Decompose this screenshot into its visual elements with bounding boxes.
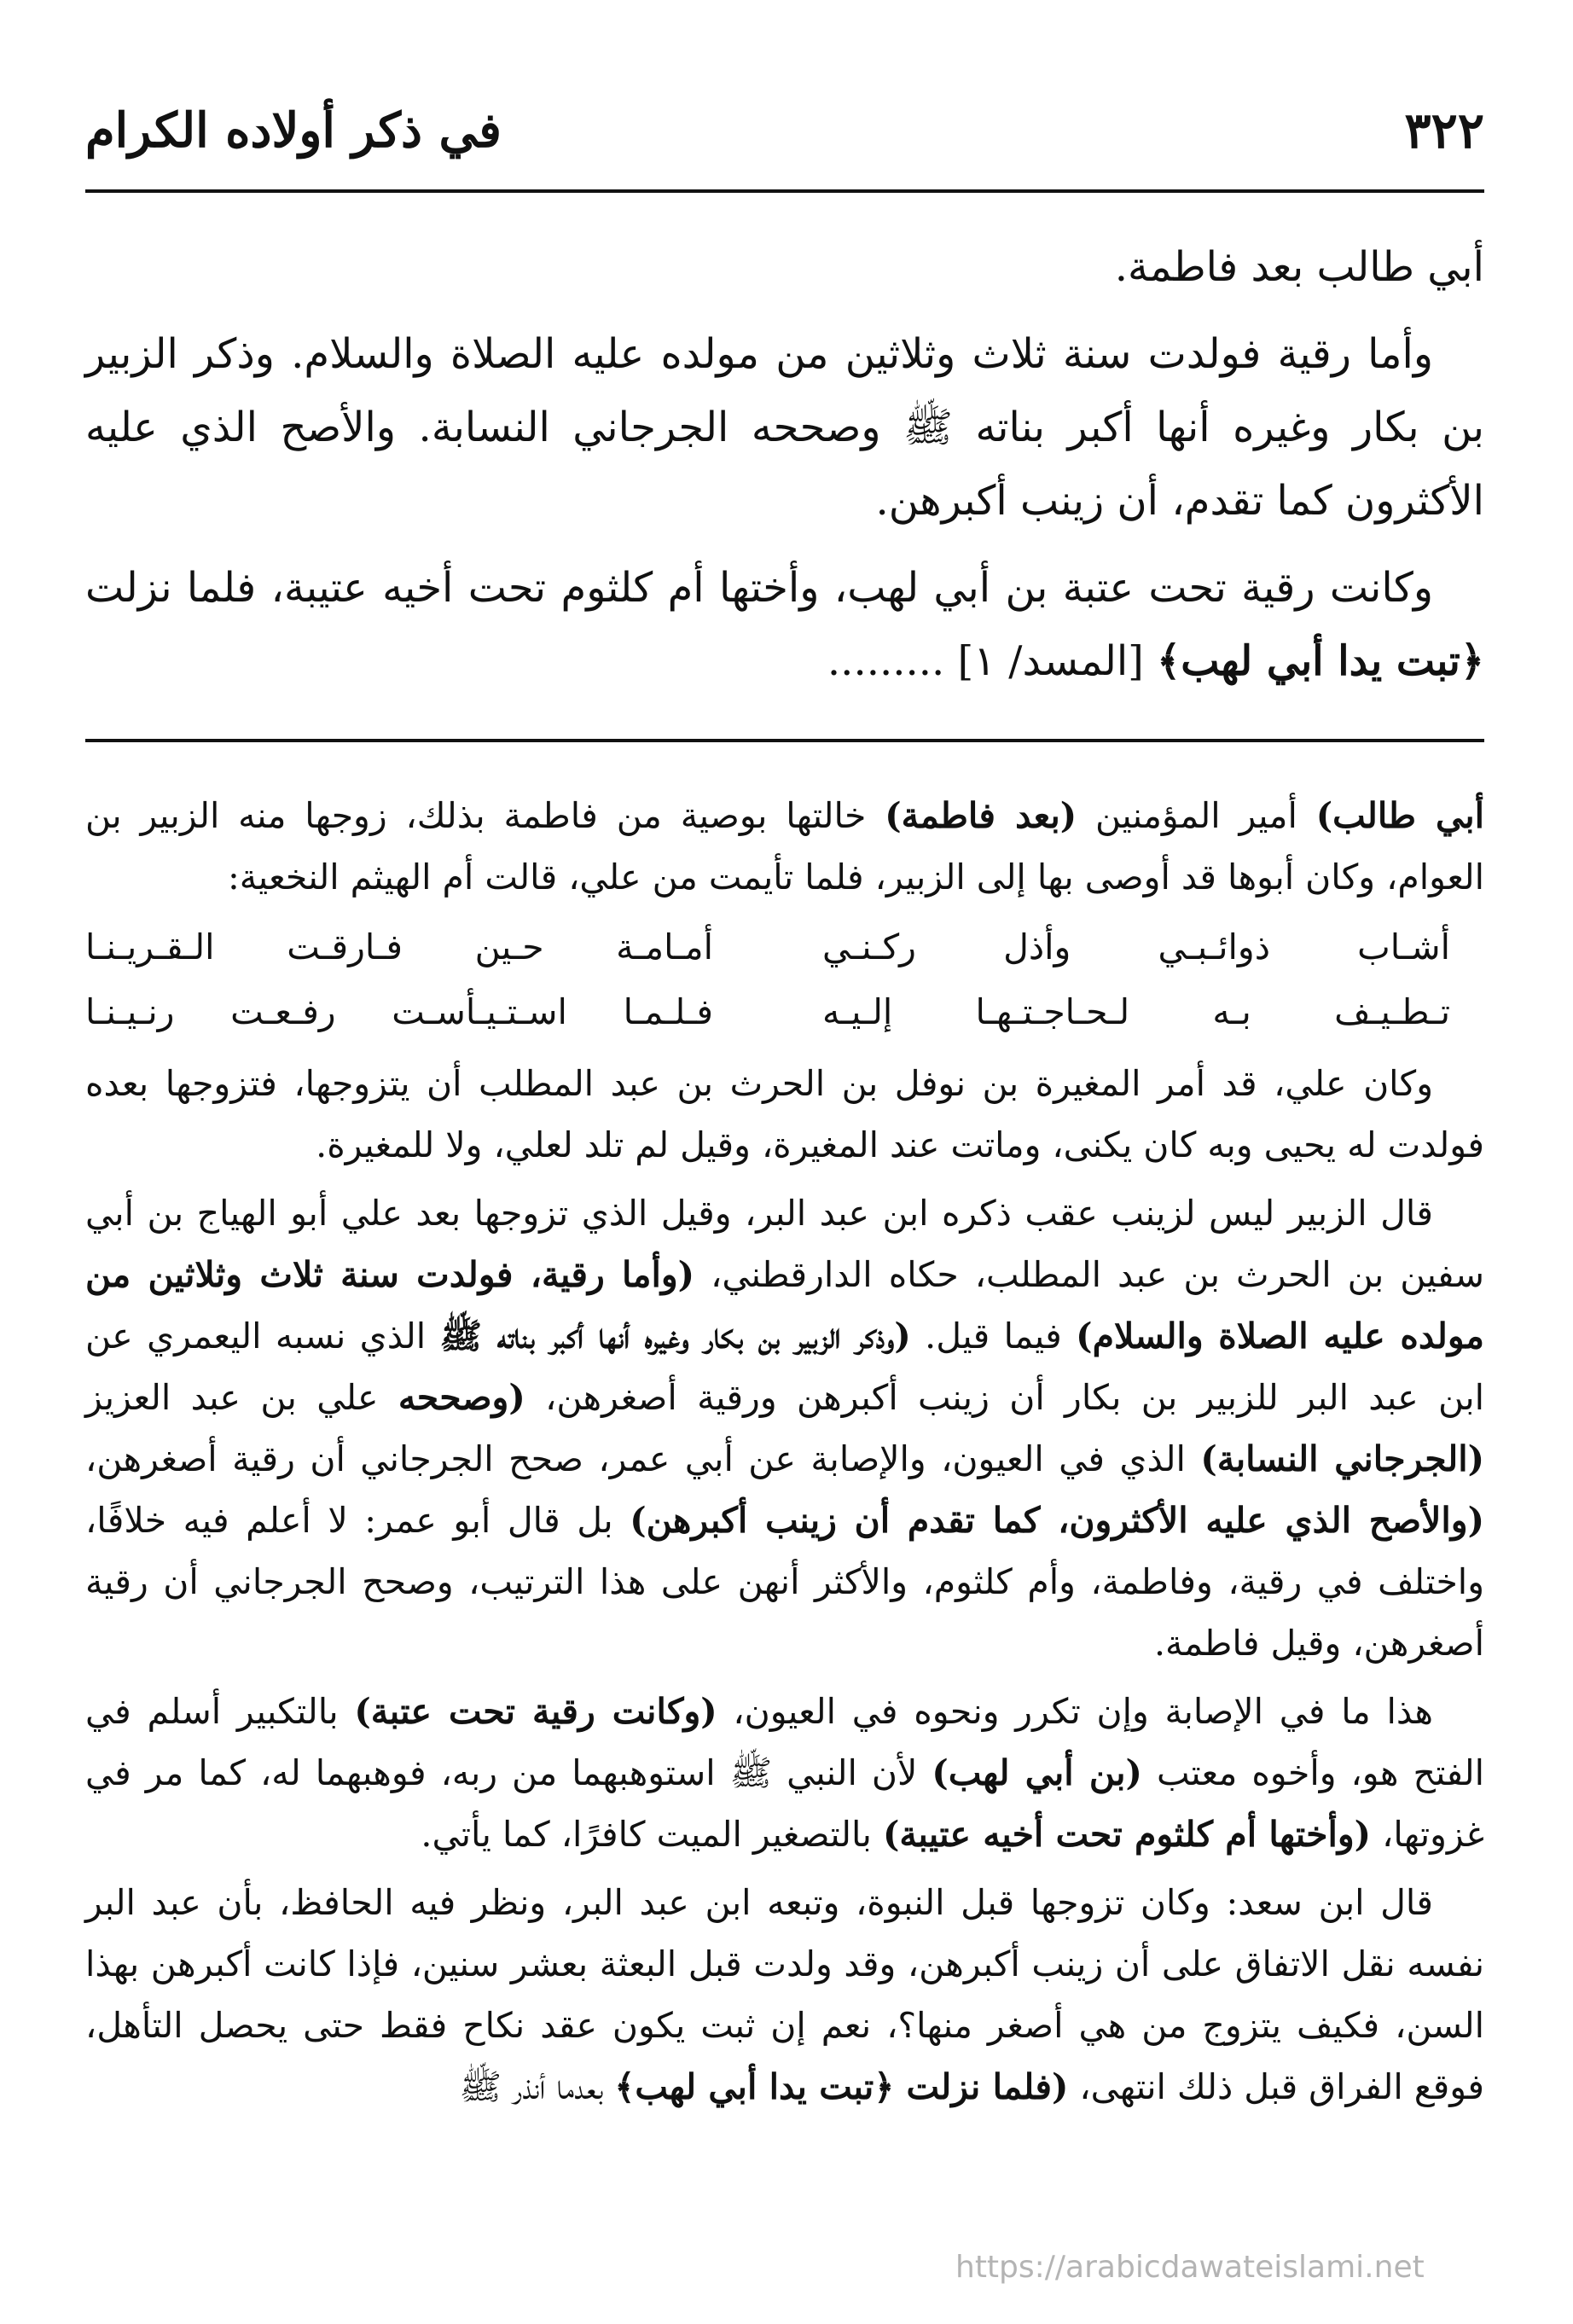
bold-quote-run: (وأما رقية، فولدت سنة ثلاث وثلاثين من مولده عليه الصلاة والسلام): [85, 1254, 1484, 1357]
commentary-paragraph-2: [85, 1053, 1484, 1176]
text-run: قال ابن سعد: وكان تزوجها قبل النبوة، وتبعه ابن عبد البر، ونظر فيه الحافظ، بأن عبد البر نفسه نقل الاتفاق على أن زينب أكبرهن، وقد ولدت قبل البعثة بعشر سنين، فإذا كانت أكبرهن بهذا السن، فكيف يتزوج من هي أصغر منها؟، نعم إن ثبت يكون عقد نكاح فقط حتى يحصل التأهل، فوقع الفراق قبل ذلك انتهى،: [85, 1882, 1484, 2107]
main-paragraph-1: أبي طالب بعد فاطمة.: [1114, 243, 1484, 291]
text-run: بالتصغير الميت كافرًا، كما يأتي.: [421, 1814, 883, 1855]
watermark-url: https://arabicdawateislami.net: [955, 2250, 1425, 2285]
text-run: أمير المؤمنين: [1077, 795, 1316, 836]
bold-quote-run: (الجرجاني النسابة): [1200, 1438, 1484, 1479]
continuation-dots: .........: [827, 637, 945, 685]
text-run: بالتكبير أسلم في الفتح هو، وأخوه معتب: [85, 1691, 1485, 1793]
page-header: [85, 101, 1484, 160]
bold-quote-run: (والأصح الذي عليه الأكثرون، كما تقدم أن زينب أكبرهن): [630, 1500, 1484, 1541]
poem-verse: [85, 915, 1484, 979]
running-title: في ذكر أولاده الكرام: [85, 102, 502, 159]
quran-reference: [المسد/ ١]: [944, 637, 1158, 685]
commentary-divider: [85, 739, 1484, 742]
bold-quote-run: أبي طالب): [1315, 795, 1484, 836]
text-run: الذي في العيون، والإصابة عن أبي عمر، صحح الجرجاني أن رقية أصغرهن،: [85, 1438, 1201, 1479]
main-text: [85, 230, 1484, 712]
text-run: هذا ما في الإصابة وإن تكرر ونحوه في العيون،: [717, 1691, 1433, 1732]
text-run: خالتها بوصية من فاطمة بذلك، زوجها منه الزبير بن العوام، وكان أبوها قد أوصى بها إلى الزبير، فلما تأيمت من علي، قالت أم الهيثم النخعية:: [85, 795, 1484, 898]
bold-quote-run: (وكانت رقية تحت عتبة): [354, 1691, 717, 1732]
main-paragraph-3-text: وكانت رقية تحت عتبة بن أبي لهب، وأختها أم كلثوم تحت أخيه عتيبة، فلما نزلت: [85, 564, 1433, 612]
bold-quote-run: (بعد فاطمة): [885, 795, 1077, 836]
poem-hemistich-right: أشـاب ذوائـبـي وأذل ركـنـي: [822, 927, 1450, 967]
poem-hemistich-left: فـلـمـا اسـتـيـأسـت رفـعـت رنـيـنـا: [85, 991, 713, 1032]
main-paragraph-3: [85, 551, 1484, 698]
commentary-text: [85, 785, 1484, 2124]
commentary-paragraph-5: [85, 1872, 1484, 2118]
text-run: لأن النبي ﷺ استوهبهما من ربه، فوهبهما له، كما مر في غزوتها،: [85, 1752, 1484, 1855]
commentary-paragraph-4: [85, 1681, 1484, 1865]
poem-hemistich-right: تـطـيـف بـه لـحـاجـتـهـا إلـيـه: [822, 991, 1450, 1032]
bold-quote-run: (وأختها أم كلثوم تحت أخيه عتيبة): [883, 1814, 1372, 1855]
main-paragraph-2: وأما رقية فولدت سنة ثلاث وثلاثين من مولده عليه الصلاة والسلام. وذكر الزبير بن بكار وغيره أنها أكبر بناته ﷺ وصححه الجرجاني النسابة. والأصح الذي عليه الأكثرون كما تقدم، أن زينب أكبرهن.: [85, 330, 1484, 525]
poem: [85, 915, 1484, 1044]
page-number: ٣٢٢: [1404, 102, 1484, 160]
poem-verse: [85, 979, 1484, 1044]
bold-quote-run: (فلما نزلت ﴿تبت يدا أبي لهب﴾: [614, 2066, 1069, 2107]
text-run: الذي نسبه اليعمري عن ابن عبد البر للزبير بن بكار أن زينب أكبرهن ورقية أصغرهن،: [85, 1316, 1484, 1418]
text-run: بل قال أبو عمر: لا أعلم فيه خلافًا، واختلف في رقية، وفاطمة، وأم كلثوم، والأكثر أنهن على هذا الترتيب، وصحح الجرجاني أن رقية أصغرهن، وقيل فاطمة.: [85, 1500, 1484, 1664]
quran-quote: ﴿تبت يدا أبي لهب﴾: [1157, 637, 1484, 685]
bold-quote-run: (بن أبي لهب): [932, 1752, 1142, 1793]
bold-quote-run: (وصححه: [398, 1377, 525, 1418]
text-run: فيما قيل.: [910, 1316, 1077, 1357]
bold-quote-run: (وذكر الزبير بن بكار وغيره أنها أكبر بناته ﷺ: [439, 1316, 911, 1357]
commentary-paragraph-1: [85, 785, 1484, 908]
commentary-paragraph-3: [85, 1182, 1484, 1674]
poem-hemistich-left: أمـامـة حـين فـارقـت الـقـريـنـا: [85, 927, 713, 967]
text-run: علي بن عبد العزيز: [85, 1377, 398, 1418]
header-rule: [85, 189, 1484, 193]
text-run: وكان علي، قد أمر المغيرة بن نوفل بن الحرث بن عبد المطلب أن يتزوجها، فتزوجها بعده فولدت له يحيى وبه كان يكنى، وماتت عند المغيرة، وقيل لم تلد لعلي، ولا للمغيرة.: [85, 1063, 1484, 1165]
text-run: بعدما أنذر ﷺ: [459, 2066, 615, 2107]
text-run: قال الزبير ليس لزينب عقب ذكره ابن عبد البر، وقيل الذي تزوجها بعد علي أبو الهياج بن أبي سفين بن الحرث بن عبد المطلب، حكاه الدارقطني،: [85, 1193, 1484, 1295]
